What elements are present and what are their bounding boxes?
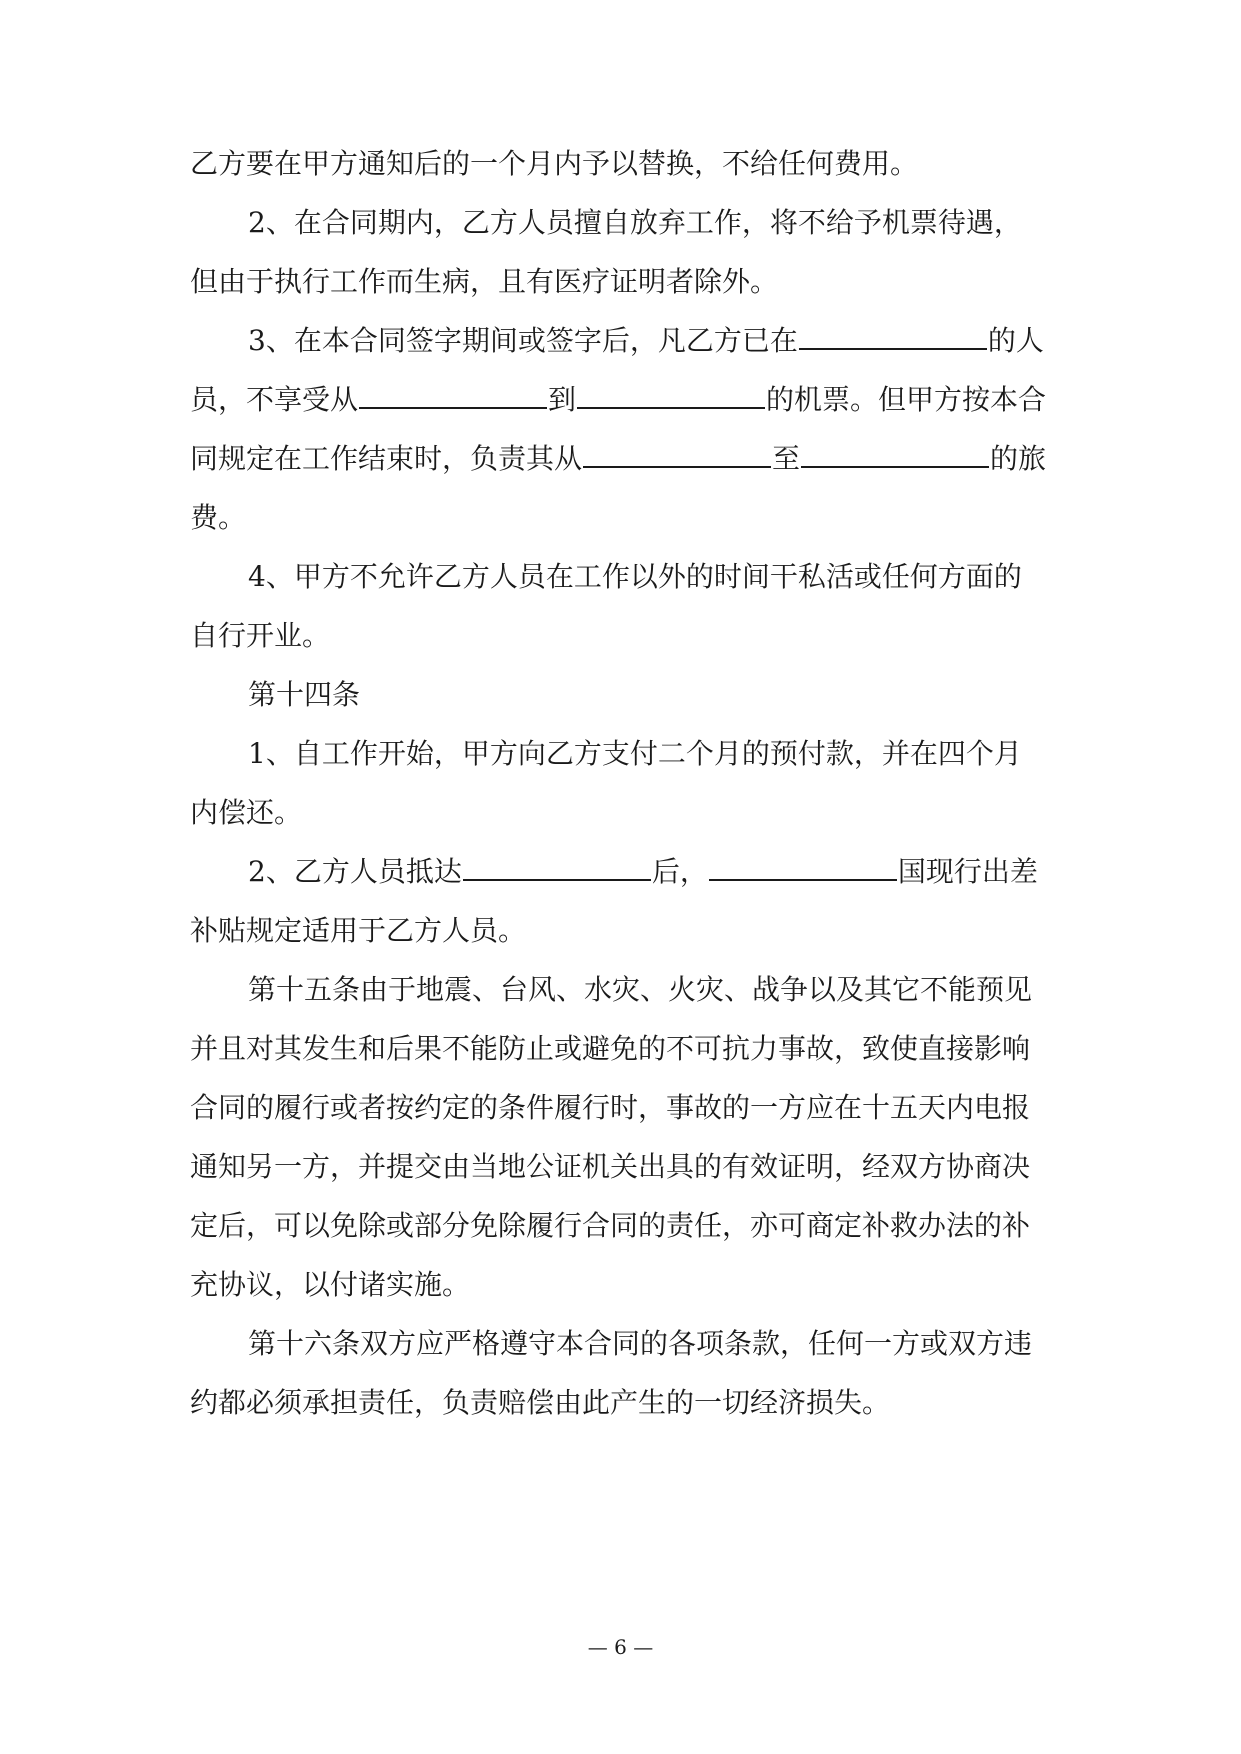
text-span: 同规定在工作结束时，负责其从 xyxy=(190,442,583,475)
text-line xyxy=(248,321,1044,361)
text-line xyxy=(190,1147,1030,1187)
text-span: 第十六条双方应严格遵守本合同的各项条款，任何一方或双方违 xyxy=(248,1327,1033,1360)
text-line xyxy=(248,852,1038,892)
text-line xyxy=(248,970,1032,1010)
text-span: 合同的履行或者按约定的条件履行时，事故的一方应在十五天内电报 xyxy=(190,1091,1031,1124)
text-line xyxy=(190,793,302,833)
text-line xyxy=(190,1383,890,1423)
fill-in-blank xyxy=(577,381,765,409)
text-span: 4、甲方不允许乙方人员在工作以外的时间干私活或任何方面的 xyxy=(248,560,1022,593)
text-span: 的旅 xyxy=(990,442,1047,475)
fill-in-blank xyxy=(463,853,651,881)
fill-in-blank xyxy=(709,853,897,881)
fill-in-blank xyxy=(583,440,771,468)
text-line xyxy=(190,1029,1030,1069)
text-span: 费。 xyxy=(190,501,247,534)
text-span: 但由于执行工作而生病，且有医疗证明者除外。 xyxy=(190,265,779,298)
text-span: 的机票。但甲方按本合 xyxy=(766,383,1047,416)
fill-in-blank xyxy=(801,440,989,468)
text-line xyxy=(190,380,1046,420)
text-line xyxy=(190,498,246,538)
fill-in-blank xyxy=(359,381,547,409)
text-span: 2、在合同期内，乙方人员擅自放弃工作，将不给予机票待遇， xyxy=(248,206,1022,239)
text-span: 通知另一方，并提交由当地公证机关出具的有效证明，经双方协商决 xyxy=(190,1150,1031,1183)
text-line xyxy=(190,262,778,302)
text-span: 内偿还。 xyxy=(190,796,303,829)
text-span: 2、乙方人员抵达 xyxy=(248,855,462,888)
text-span: 乙方要在甲方通知后的一个月内予以替换，不给任何费用。 xyxy=(190,147,919,180)
text-line xyxy=(248,203,1022,243)
text-span: 后， xyxy=(651,855,708,888)
text-span: 国现行出差 xyxy=(897,855,1038,888)
text-span: 员，不享受从 xyxy=(190,383,359,416)
section-heading xyxy=(248,675,360,715)
text-span: 约都必须承担责任，负责赔偿由此产生的一切经济损失。 xyxy=(190,1386,891,1419)
text-span: 充协议，以付诸实施。 xyxy=(190,1268,471,1301)
text-span: 并且对其发生和后果不能防止或避免的不可抗力事故，致使直接影响 xyxy=(190,1032,1031,1065)
text-span: 至 xyxy=(772,442,801,475)
text-line xyxy=(248,734,1022,774)
text-span: 第十四条 xyxy=(248,678,361,711)
text-span: 到 xyxy=(548,383,577,416)
text-span: 自行开业。 xyxy=(190,619,331,652)
text-line xyxy=(190,144,918,184)
fill-in-blank xyxy=(799,322,987,350)
text-line xyxy=(190,1265,470,1305)
text-line xyxy=(190,1206,1030,1246)
page-number: — 6 — xyxy=(587,1635,654,1659)
text-line xyxy=(248,557,1022,597)
text-span: 定后，可以免除或部分免除履行合同的责任，亦可商定补救办法的补 xyxy=(190,1209,1031,1242)
text-span: 第十五条由于地震、台风、水灾、火灾、战争以及其它不能预见 xyxy=(248,973,1033,1006)
text-line xyxy=(190,439,1046,479)
text-span: 3、在本合同签字期间或签字后，凡乙方已在 xyxy=(248,324,798,357)
text-span: 的人 xyxy=(987,324,1044,357)
text-span: 1、自工作开始，甲方向乙方支付二个月的预付款，并在四个月 xyxy=(248,737,1022,770)
text-line xyxy=(190,911,526,951)
text-line xyxy=(248,1324,1032,1364)
text-span: 补贴规定适用于乙方人员。 xyxy=(190,914,527,947)
text-line xyxy=(190,616,330,656)
text-line xyxy=(190,1088,1030,1128)
